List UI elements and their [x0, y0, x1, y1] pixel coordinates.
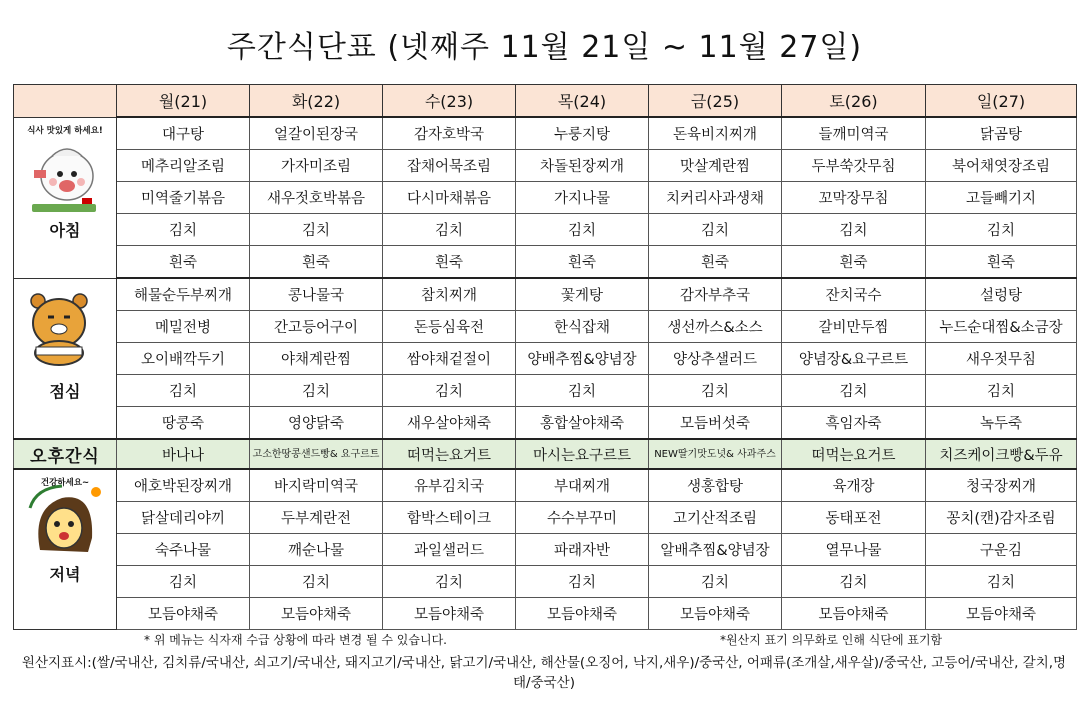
dinner-row	[14, 502, 1077, 534]
day-header: 화(22)	[250, 85, 383, 118]
menu-item: 잡채어묵조림	[383, 150, 516, 182]
menu-item: 김치	[516, 375, 649, 407]
menu-item: 김치	[782, 566, 926, 598]
menu-item: 얼갈이된장국	[250, 117, 383, 150]
menu-item: 김치	[383, 566, 516, 598]
menu-item: 꽁치(캔)감자조림	[926, 502, 1077, 534]
day-header: 토(26)	[782, 85, 926, 118]
breakfast-meal-cell	[14, 117, 117, 278]
meal-label: 아침	[49, 220, 81, 240]
menu-item: 모듬야채죽	[649, 598, 782, 630]
menu-item: 모듬야채죽	[250, 598, 383, 630]
menu-item: 김치	[117, 214, 250, 246]
lunch-row	[14, 407, 1077, 440]
breakfast-row	[14, 117, 1077, 150]
dinner-row	[14, 598, 1077, 630]
menu-item: 수수부꾸미	[516, 502, 649, 534]
menu-item: 양념장&요구르트	[782, 343, 926, 375]
menu-item: 흰죽	[782, 246, 926, 279]
dinner-row	[14, 534, 1077, 566]
day-header: 일(27)	[926, 85, 1077, 118]
menu-item: 누룽지탕	[516, 117, 649, 150]
menu-item: 김치	[649, 214, 782, 246]
menu-item: 모듬야채죽	[516, 598, 649, 630]
menu-item: 꼬막장무침	[782, 182, 926, 214]
menu-item: 오이배깍두기	[117, 343, 250, 375]
menu-item: 감자부추국	[649, 278, 782, 311]
menu-item: 콩나물국	[250, 278, 383, 311]
day-header: 수(23)	[383, 85, 516, 118]
menu-item: 김치	[250, 566, 383, 598]
menu-item: 홍합살야채죽	[516, 407, 649, 440]
mascot-image	[22, 136, 106, 224]
menu-item: 고들빼기지	[926, 182, 1077, 214]
menu-item: 누드순대찜&소금장	[926, 311, 1077, 343]
menu-item: 꽃게탕	[516, 278, 649, 311]
menu-item: 돈등심육전	[383, 311, 516, 343]
snack-row	[14, 439, 1077, 469]
menu-item: 김치	[926, 214, 1077, 246]
menu-item: 돈육비지찌개	[649, 117, 782, 150]
menu-item: 북어채엿장조림	[926, 150, 1077, 182]
menu-item: 설렁탕	[926, 278, 1077, 311]
snack-item: 떠먹는요거트	[383, 439, 516, 469]
menu-item: 두부쑥갓무침	[782, 150, 926, 182]
dinner-meal-cell	[14, 469, 117, 630]
menu-item: 과일샐러드	[383, 534, 516, 566]
menu-item: 모듬야채죽	[782, 598, 926, 630]
day-header: 금(25)	[649, 85, 782, 118]
cartoon-icon	[22, 287, 96, 371]
menu-item: 해물순두부찌개	[117, 278, 250, 311]
menu-item: 김치	[250, 375, 383, 407]
menu-item: 차돌된장찌개	[516, 150, 649, 182]
cartoon-icon	[22, 478, 106, 562]
menu-item: 새우살야채죽	[383, 407, 516, 440]
meal-caption: 건강하세요~	[40, 478, 90, 488]
menu-item: 흰죽	[516, 246, 649, 279]
menu-item: 흰죽	[926, 246, 1077, 279]
menu-item: 새우젓호박볶음	[250, 182, 383, 214]
snack-item: 바나나	[117, 439, 250, 469]
menu-item: 감자호박국	[383, 117, 516, 150]
menu-item: 김치	[117, 375, 250, 407]
menu-item: 구운김	[926, 534, 1077, 566]
menu-item: 고기산적조림	[649, 502, 782, 534]
menu-item: 가자미조림	[250, 150, 383, 182]
menu-item: 생선까스&소스	[649, 311, 782, 343]
origin-info: 원산지표시:(쌀/국내산, 김치류/국내산, 쇠고기/국내산, 돼지고기/국내산, 닭고기/국내산, 해산물(오징어, 낙지,새우)/중국산, 어패류(조개살,새우살)/중국산, 고등어/국내산, 갈치,명태/중국산)	[21, 655, 1067, 691]
menu-item: 녹두죽	[926, 407, 1077, 440]
menu-item: 대구탕	[117, 117, 250, 150]
menu-item: 흑임자죽	[782, 407, 926, 440]
menu-item: 흰죽	[117, 246, 250, 279]
menu-item: 모듬야채죽	[383, 598, 516, 630]
snack-item: 고소한땅콩샌드빵& 요구르트	[250, 439, 383, 469]
menu-item: 양상추샐러드	[649, 343, 782, 375]
menu-item: 김치	[516, 214, 649, 246]
origin-label-note: *원산지 표기 의무화로 인해 식단에 표기함	[720, 633, 943, 647]
menu-item: 김치	[926, 566, 1077, 598]
menu-item: 모듬버섯죽	[649, 407, 782, 440]
menu-item: 갈비만두찜	[782, 311, 926, 343]
snack-item: 떠먹는요거트	[782, 439, 926, 469]
menu-item: 메밀전병	[117, 311, 250, 343]
breakfast-row	[14, 150, 1077, 182]
menu-item: 김치	[782, 375, 926, 407]
menu-item: 바지락미역국	[250, 469, 383, 502]
menu-item: 다시마채볶음	[383, 182, 516, 214]
meal-label: 점심	[49, 381, 81, 401]
breakfast-row	[14, 246, 1077, 279]
menu-table	[13, 84, 1077, 630]
mascot-image	[22, 478, 106, 566]
menu-item: 생홍합탕	[649, 469, 782, 502]
snack-item: 마시는요구르트	[516, 439, 649, 469]
meal-caption: 식사 맛있게 하세요!	[27, 125, 103, 136]
menu-item: 파래자반	[516, 534, 649, 566]
menu-item: 가지나물	[516, 182, 649, 214]
menu-item: 간고등어구이	[250, 311, 383, 343]
lunch-row	[14, 311, 1077, 343]
menu-item: 김치	[649, 566, 782, 598]
menu-item: 양배추찜&양념장	[516, 343, 649, 375]
page-title: 주간식단표 (넷째주 11월 21일 ~ 11월 27일)	[226, 30, 863, 65]
menu-item: 김치	[649, 375, 782, 407]
menu-item: 육개장	[782, 469, 926, 502]
menu-item: 모듬야채죽	[926, 598, 1077, 630]
snack-item: NEW딸기맛도넛& 사과주스	[649, 439, 782, 469]
mascot-image	[22, 287, 96, 375]
menu-item: 미역줄기볶음	[117, 182, 250, 214]
menu-item: 부대찌개	[516, 469, 649, 502]
breakfast-row	[14, 214, 1077, 246]
menu-item: 흰죽	[250, 246, 383, 279]
menu-item: 열무나물	[782, 534, 926, 566]
menu-item: 잔치국수	[782, 278, 926, 311]
menu-item: 청국장찌개	[926, 469, 1077, 502]
menu-item: 숙주나물	[117, 534, 250, 566]
menu-item: 쌈야채겉절이	[383, 343, 516, 375]
menu-item: 두부계란전	[250, 502, 383, 534]
menu-item: 메추리알조림	[117, 150, 250, 182]
lunch-row	[14, 343, 1077, 375]
snack-item: 치즈케이크빵&두유	[926, 439, 1077, 469]
breakfast-row	[14, 182, 1077, 214]
menu-item: 맛살계란찜	[649, 150, 782, 182]
meal-label: 저녁	[49, 565, 81, 584]
day-header: 목(24)	[516, 85, 649, 118]
snack-label: 오후간식	[14, 439, 117, 469]
menu-item: 들깨미역국	[782, 117, 926, 150]
dinner-row	[14, 469, 1077, 502]
corner-cell	[14, 85, 117, 118]
menu-item: 김치	[383, 214, 516, 246]
menu-item: 닭곰탕	[926, 117, 1077, 150]
menu-item: 김치	[516, 566, 649, 598]
menu-item: 닭살데리야끼	[117, 502, 250, 534]
menu-item: 야채계란찜	[250, 343, 383, 375]
menu-item: 김치	[117, 566, 250, 598]
menu-item: 흰죽	[383, 246, 516, 279]
menu-item: 새우젓무침	[926, 343, 1077, 375]
menu-item: 치커리사과생채	[649, 182, 782, 214]
menu-item: 알배추찜&양념장	[649, 534, 782, 566]
menu-item: 참치찌개	[383, 278, 516, 311]
cartoon-icon	[22, 136, 106, 220]
menu-item: 모듬야채죽	[117, 598, 250, 630]
menu-item: 땅콩죽	[117, 407, 250, 440]
menu-item: 함박스테이크	[383, 502, 516, 534]
menu-item: 깨순나물	[250, 534, 383, 566]
header-row	[14, 85, 1077, 118]
menu-item: 김치	[250, 214, 383, 246]
menu-item: 동태포전	[782, 502, 926, 534]
day-header: 월(21)	[117, 85, 250, 118]
menu-change-note: * 위 메뉴는 식자재 수급 상황에 따라 변경 될 수 있습니다.	[144, 633, 447, 647]
menu-item: 유부김치국	[383, 469, 516, 502]
menu-item: 김치	[926, 375, 1077, 407]
dinner-row	[14, 566, 1077, 598]
menu-item: 김치	[782, 214, 926, 246]
menu-item: 한식잡채	[516, 311, 649, 343]
menu-item: 영양닭죽	[250, 407, 383, 440]
menu-item: 흰죽	[649, 246, 782, 279]
menu-item: 김치	[383, 375, 516, 407]
lunch-row	[14, 278, 1077, 311]
lunch-row	[14, 375, 1077, 407]
menu-item: 애호박된장찌개	[117, 469, 250, 502]
lunch-meal-cell	[14, 278, 117, 439]
